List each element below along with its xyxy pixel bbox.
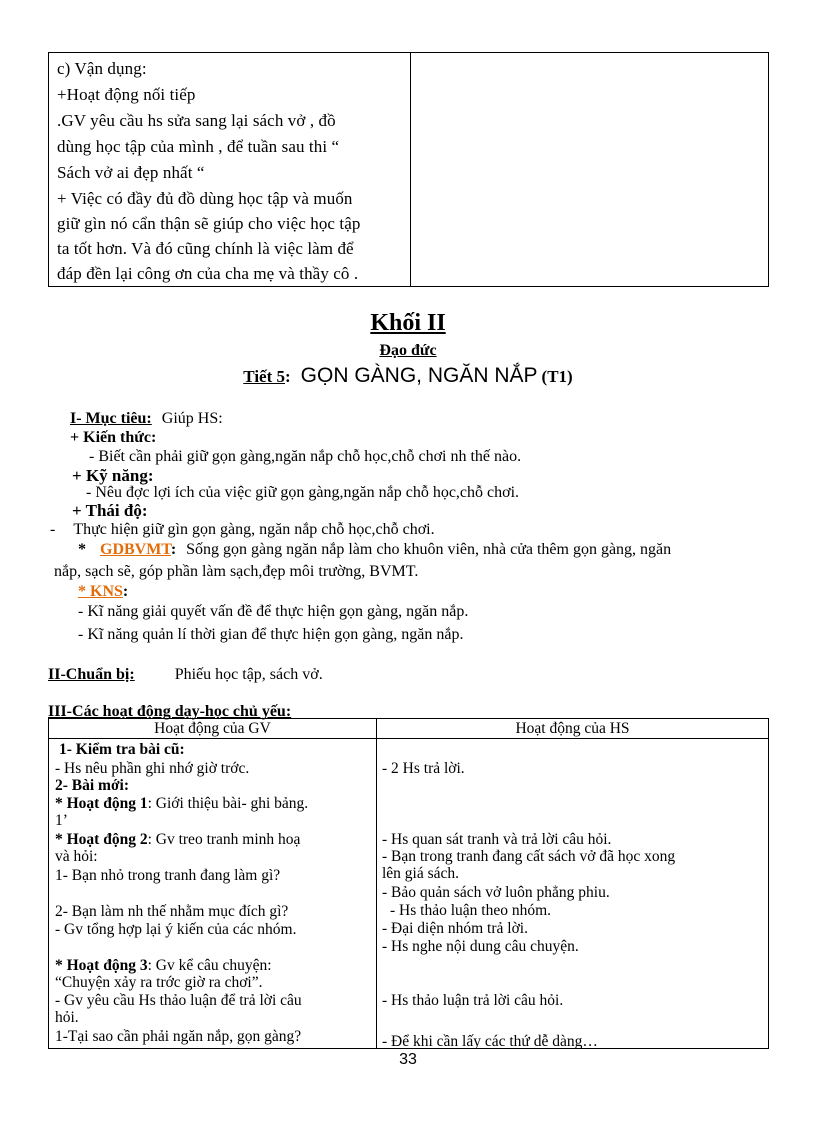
subject-heading: Đạo đức (379, 342, 437, 359)
activity-2-label: * Hoạt động 2 (55, 831, 148, 848)
top-line-4: dùng học tập của mình , để tuần sau thi “ (57, 137, 340, 156)
table-column-divider (376, 719, 377, 1048)
gv-line-11 (55, 957, 272, 974)
gdbvmt-text-2: nắp, sạch sẽ, góp phần làm sạch,đẹp môi trường, BVMT. (54, 563, 419, 580)
gv-line-6 (55, 831, 300, 848)
column-header-hs: Hoạt động của HS (515, 720, 630, 737)
activities-heading: III-Các hoạt động dạy-học chủ yếu: (48, 703, 292, 720)
hs-line-7: - Đại diện nhóm trả lời. (382, 920, 528, 937)
gv-line-12: “Chuyện xảy ra trớc giờ ra chơi”. (55, 974, 263, 991)
gv-line-13: - Gv yêu cầu Hs thảo luận để trả lời câu (55, 992, 302, 1009)
gv-line-2: - Hs nêu phần ghi nhớ giờ trớc. (55, 760, 250, 777)
kns-line: * KNS: (78, 583, 129, 600)
skills-line: + Kỹ năng: (72, 466, 154, 485)
hs-line-9: - Hs thảo luận trả lời câu hỏi. (382, 992, 564, 1009)
activity-3-label: * Hoạt động 3 (55, 957, 148, 974)
activity-2-text: : Gv treo tranh minh hoạ (147, 831, 301, 848)
top-line-8: ta tốt hơn. Và đó cũng chính là việc làm để (57, 239, 354, 258)
gv-line-14: hỏi. (55, 1009, 79, 1026)
top-line-7: giữ gìn nó cẩn thận sẽ giúp cho việc học tập (57, 214, 361, 233)
hs-line-4: lên giá sách. (382, 865, 460, 882)
column-header-gv: Hoạt động của GV (154, 720, 271, 737)
knowledge-line: + Kiến thức: (70, 429, 157, 446)
kns-label: KNS (90, 583, 123, 600)
attitude-row: - Thực hiện giữ gìn gọn gàng, ngăn nắp chỗ học,chỗ chơi. (50, 521, 435, 538)
hs-line-2: - Hs quan sát tranh và trả lời câu hỏi. (382, 831, 612, 848)
top-line-1: c) Vận dụng: (57, 59, 147, 78)
activities-table (48, 718, 769, 1049)
gdbvmt-label: GDBVMT (100, 541, 171, 558)
hs-line-5: - Bảo quản sách vở luôn phẳng phiu. (382, 884, 610, 901)
gv-line-10: - Gv tổng hợp lại ý kiến của các nhóm. (55, 921, 297, 938)
gdbvmt-line-1: * GDBVMT: Sống gọn gàng ngăn nắp làm cho khuôn viên, nhà cửa thêm gọn gàng, ngăn (78, 541, 672, 558)
top-line-3: .GV yêu cầu hs sửa sang lại sách vở , đồ (57, 111, 336, 130)
table-header-divider (49, 738, 768, 739)
gv-line-4 (55, 795, 308, 812)
table-column-divider (410, 53, 411, 286)
page-number: 33 (399, 1051, 417, 1068)
gv-line-5: 1’ (55, 812, 68, 829)
hs-line-8: - Hs nghe nội dung câu chuyện. (382, 938, 579, 955)
lesson-title: GỌN GÀNG, NGĂN NẮP (300, 364, 538, 387)
lesson-title-line (0, 364, 816, 388)
gv-line-3: 2- Bài mới: (55, 777, 130, 794)
skills-label: Kỹ năng: (85, 466, 154, 485)
lesson-label: Tiết 5 (243, 367, 285, 386)
activity-1-text: : Giới thiệu bài- ghi bảng. (147, 795, 309, 812)
lesson-part: (T1) (541, 367, 573, 386)
skills-text: - Nêu đợc lợi ích của việc giữ gọn gàng,ngăn nắp chỗ học,chỗ chơi. (86, 484, 520, 501)
grade-heading: Khối II (370, 310, 446, 336)
gv-line-9: 2- Bạn làm nh thế nhằm mục đích gì? (55, 903, 289, 920)
top-line-6: + Việc có đầy đủ đồ dùng học tập và muốn (57, 189, 353, 208)
objectives-intro: Giúp HS: (161, 410, 223, 427)
top-line-2: +Hoạt động nối tiếp (57, 85, 196, 104)
objectives-heading: I- Mục tiêu: (70, 410, 152, 427)
knowledge-label: Kiến thức: (83, 429, 157, 446)
activity-1-label: * Hoạt động 1 (55, 795, 148, 812)
objectives-line (70, 410, 223, 428)
hs-line-10: - Để khi cần lấy các thứ dễ dàng… (382, 1033, 598, 1049)
gdbvmt-text-1: Sống gọn gàng ngăn nắp làm cho khuôn viên, nhà cửa thêm gọn gàng, ngăn (186, 541, 672, 558)
hs-line-1: - 2 Hs trả lời. (382, 760, 465, 777)
attitude-line: + Thái độ: (72, 501, 148, 520)
top-line-5: Sách vở ai đẹp nhất “ (57, 163, 205, 182)
gv-line-15: 1-Tại sao cần phải ngăn nắp, gọn gàng? (55, 1028, 302, 1045)
top-line-9: đáp đền lại công ơn của cha mẹ và thầy cô . (57, 264, 359, 283)
activity-3-text: : Gv kể câu chuyện: (147, 957, 272, 974)
kns-item-1: - Kĩ năng giải quyết vấn đề để thực hiện gọn gàng, ngăn nắp. (78, 603, 469, 620)
gv-line-7: và hỏi: (55, 848, 98, 865)
preparation-line (48, 666, 323, 684)
attitude-text: Thực hiện giữ gìn gọn gàng, ngăn nắp chỗ học,chỗ chơi. (73, 521, 435, 538)
knowledge-text: - Biết cần phải giữ gọn gàng,ngăn nắp chỗ học,chỗ chơi nh thế nào. (89, 448, 522, 465)
hs-line-3: - Bạn trong tranh đang cất sách vở đã học xong (382, 848, 676, 865)
preparation-heading: II-Chuẩn bị: (48, 666, 135, 683)
gv-line-8: 1- Bạn nhỏ trong tranh đang làm gì? (55, 867, 281, 884)
top-continuation-table (48, 52, 769, 287)
kns-item-2: - Kĩ năng quản lí thời gian để thực hiện gọn gàng, ngăn nắp. (78, 626, 464, 643)
lesson-colon: : (285, 367, 291, 386)
preparation-text: Phiếu học tập, sách vở. (174, 666, 323, 683)
hs-line-6: - Hs thảo luận theo nhóm. (390, 902, 552, 919)
gv-line-1: 1- Kiểm tra bài cũ: (59, 741, 185, 758)
attitude-label: Thái độ: (85, 501, 148, 520)
